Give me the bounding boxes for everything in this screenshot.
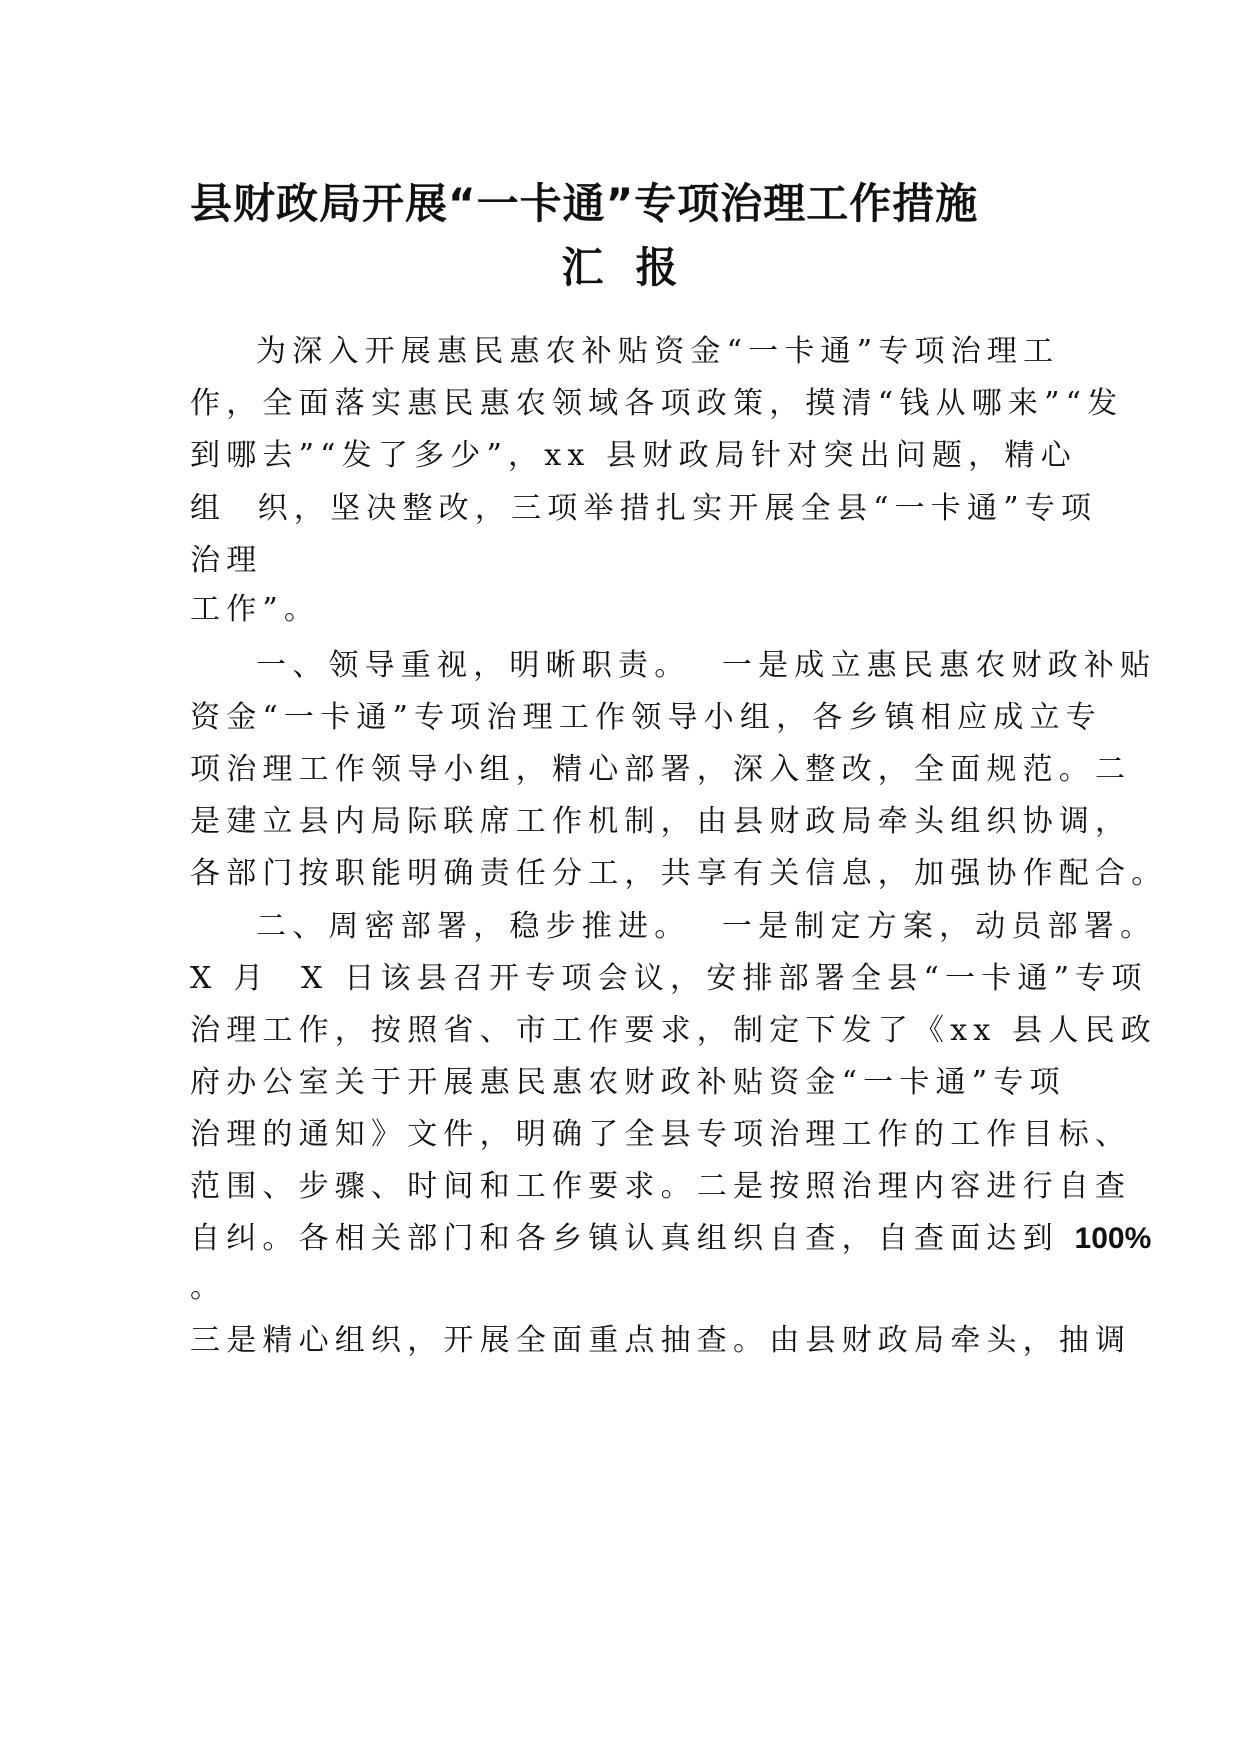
body-line: [190, 1219, 1151, 1259]
body-text: 自纠。各相关部门和各乡镇认真组织自查，自查面达到: [190, 1221, 1075, 1256]
body-line: 三是精心组织，开展全面重点抽查。由县财政局牵头，抽调: [190, 1323, 1132, 1358]
body-line: 作，全面落实惠民惠农领域各项政策，摸清“钱从哪来”“发: [190, 386, 1124, 421]
body-line: X 月 X 日该县召开专项会议，安排部署全县“一卡通”专项: [190, 961, 1148, 996]
section-heading-line: 二、周密部署，稳步推进。 一是制定方案，动员部署。: [256, 909, 1157, 944]
percentage-value: 100%: [1074, 1222, 1152, 1255]
body-line: 府办公室关于开展惠民惠农财政补贴资金“一卡通”专项: [190, 1065, 1066, 1100]
body-line: 资金“一卡通”专项治理工作领导小组，各乡镇相应成立专: [190, 700, 1102, 735]
body-line: 项治理工作领导小组，精心部署，深入整改，全面规范。二: [190, 752, 1132, 787]
section-heading-line: 一、领导重视，明晰职责。 一是成立惠民惠农财政补贴: [256, 648, 1157, 683]
body-line: 治理的通知》文件，明确了全县专项治理工作的工作目标、: [190, 1117, 1132, 1152]
body-line: 到哪去”“发了多少”，xx 县财政局针对突出问题，精心: [190, 438, 1077, 473]
body-line: 。: [190, 1270, 227, 1305]
body-line: 组 织，坚决整改，三项举措扎实开展全县“一卡通”专项: [190, 491, 1098, 526]
body-line: 范围、步骤、时间和工作要求。二是按照治理内容进行自查: [190, 1169, 1132, 1204]
body-line: 工作”。: [190, 592, 321, 627]
body-line: 治理: [190, 543, 263, 578]
document-title: 县财政局开展“一卡通”专项治理工作措施: [190, 179, 979, 228]
body-line: 治理工作，按照省、市工作要求，制定下发了《xx 县人民政: [190, 1013, 1157, 1048]
body-line: 为深入开展惠民惠农补贴资金“一卡通”专项治理工: [256, 334, 1060, 369]
body-line: 各部门按职能明确责任分工，共享有关信息，加强协作配合。: [190, 856, 1168, 891]
document-title-continued: 汇 报: [561, 243, 679, 292]
body-line: 是建立县内局际联席工作机制，由县财政局牵头组织协调，: [190, 804, 1132, 839]
